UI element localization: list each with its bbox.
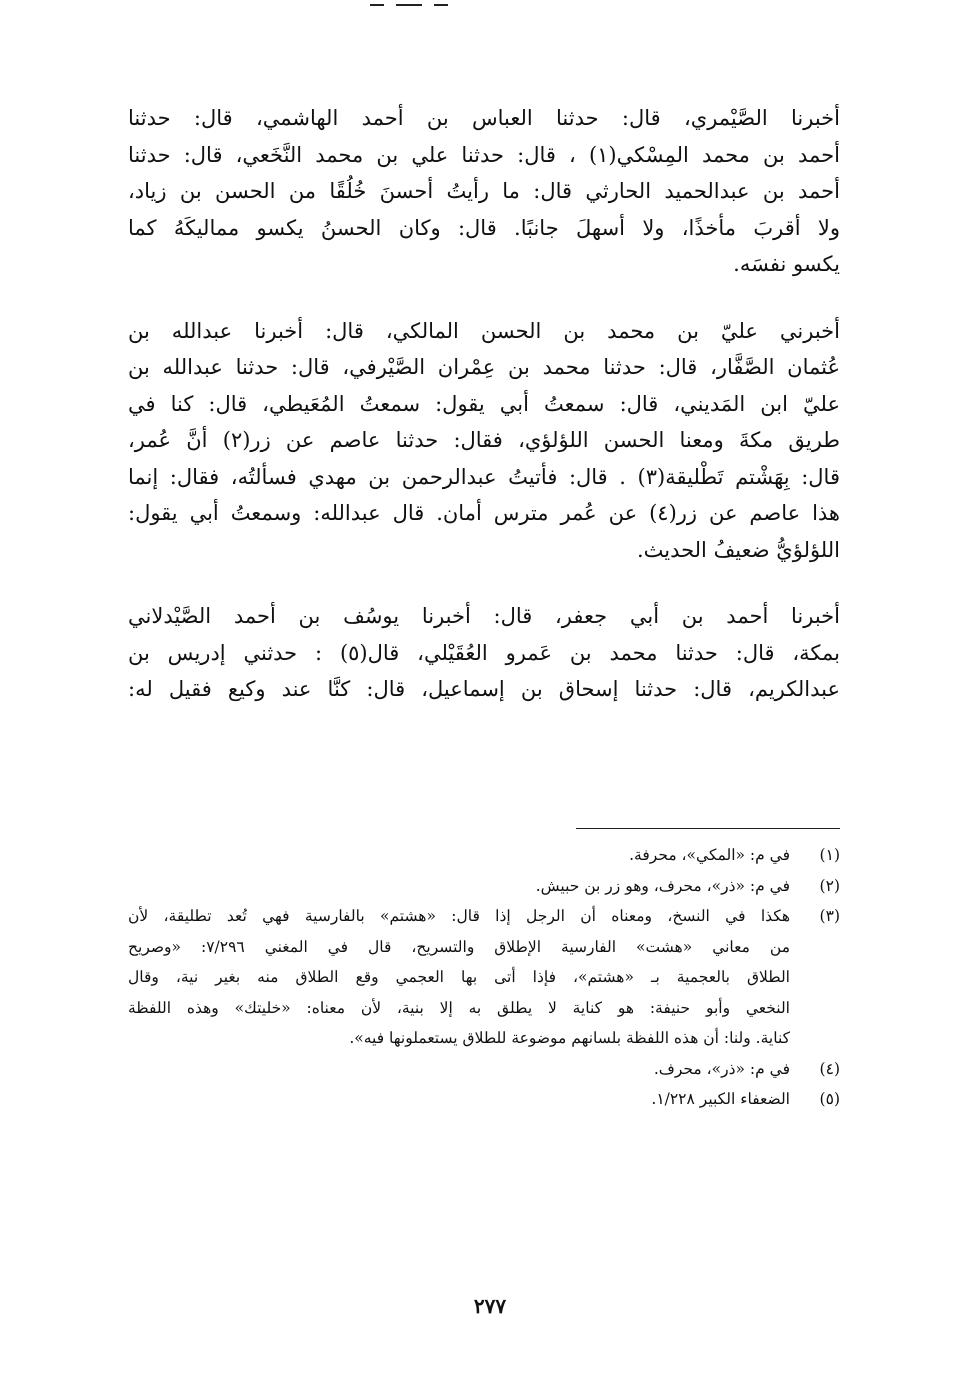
footnote-4 <box>128 1054 840 1085</box>
paragraph-1 <box>128 100 840 283</box>
footnote-5 <box>128 1084 840 1115</box>
footnote-text <box>128 901 790 1054</box>
footnote-line: في م: «ذر»، محرف، وهو زر بن حبيش. <box>535 876 790 895</box>
text-line: هذا عاصم عن زر(٤) عن عُمر مترس أمان. قال عبدالله: وسمعتُ أبي يقول: <box>128 501 840 525</box>
footnote-line: الضعفاء الكبير ١/٢٢٨. <box>651 1090 790 1108</box>
text-line: بمكة، قال: حدثنا محمد بن عَمرو العُقَيْلي، قال(٥) : حدثني إدريس بن <box>128 640 840 665</box>
footnote-line: النخعي وأبو حنيفة: هو كناية لا يطلق به إلا بنية، لأن معناه: «خليتك» وهذه اللفظة <box>128 998 790 1017</box>
text-line: اللؤلؤيُّ ضعيفُ الحديث. <box>636 537 840 562</box>
footnote-text <box>128 840 790 871</box>
footnote-line: في م: «ذر»، محرف. <box>653 1059 790 1078</box>
text-line: يكسو نفسَه. <box>733 252 840 276</box>
text-line: عُثمان الصَّفَّار، قال: حدثنا محمد بن عِمْران الصَّيْرفي، قال: حدثنا عبدالله بن <box>128 355 840 379</box>
text-line: أخبرني عليّ بن محمد بن الحسن المالكي، قال: أخبرنا عبدالله بن <box>128 318 840 343</box>
text-line: طريق مكةَ ومعنا الحسن اللؤلؤي، فقال: حدثنا عاصم عن زر(٢) أنَّ عُمر، <box>128 428 840 452</box>
footnote-number: (١) <box>819 846 840 864</box>
text-line: أخبرنا الصَّيْمري، قال: حدثنا العباس بن أحمد الهاشمي، قال: حدثنا <box>128 106 840 130</box>
footnote-number: (٤) <box>819 1059 840 1078</box>
text-line: قال: بِهَشْتم تَطْليقة(٣) . قال: فأتيتُ عبدالرحمن بن مهدي فسألتُه، فقال: إنما <box>128 464 840 489</box>
paragraph-3 <box>128 598 840 708</box>
main-text <box>128 100 840 738</box>
footnote-line: كناية. ولنا: أن هذه اللفظة بلسانهم موضوعة للطلاق يستعملونها فيه». <box>349 1029 790 1047</box>
footnote-number: (٢) <box>819 876 840 895</box>
footnote-text <box>128 871 790 902</box>
header-marks <box>362 0 462 10</box>
footnote-3 <box>128 901 840 1054</box>
footnote-1 <box>128 840 840 871</box>
text-line: عليّ ابن المَديني، قال: سمعتُ أبي يقول: سمعتُ المُعَيطي، قال: كنا في <box>128 391 840 416</box>
text-line: أخبرنا أحمد بن أبي جعفر، قال: أخبرنا يوسُف بن أحمد الصَّيْدلاني <box>128 604 840 628</box>
text-line: ولا أقربَ مأخذًا، ولا أسهلَ جانبًا. قال: وكان الحسنُ يكسو مماليكَهُ كما <box>128 215 840 240</box>
footnote-line: من معاني «هشت» الفارسية الإطلاق والتسريح، قال في المغني ٧/٢٩٦: «وصريح <box>128 937 790 956</box>
footnote-line: هكذا في النسخ، ومعناه أن الرجل إذا قال: «هشتم» بالفارسية فهي تُعد تطليقة، لأن <box>128 907 790 925</box>
footnote-2 <box>128 871 840 902</box>
footnote-text <box>128 1054 790 1085</box>
footnote-number: (٣) <box>819 907 840 925</box>
footnote-line: الطلاق بالعجمية بـ «هشتم»، فإذا أتى بها العجمي وقع الطلاق منه بغير نية، وقال <box>128 968 790 986</box>
footnotes <box>128 840 840 1115</box>
page-number: ٢٧٧ <box>473 1294 507 1318</box>
paragraph-2 <box>128 313 840 569</box>
footnote-number: (٥) <box>819 1090 840 1108</box>
text-line: أحمد بن عبدالحميد الحارثي قال: ما رأيتُ أحسنَ خُلُقًا من الحسن بن زياد، <box>128 179 840 203</box>
footnote-separator <box>576 828 840 829</box>
text-line: عبدالكريم، قال: حدثنا إسحاق بن إسماعيل، قال: كنَّا عند وكيع فقيل له: <box>128 677 840 701</box>
footnote-text <box>128 1084 790 1115</box>
footnote-line: في م: «المكي»، محرفة. <box>629 846 790 864</box>
text-line: أحمد بن محمد المِسْكي(١) ، قال: حدثنا علي بن محمد النَّخَعي، قال: حدثنا <box>128 142 840 167</box>
